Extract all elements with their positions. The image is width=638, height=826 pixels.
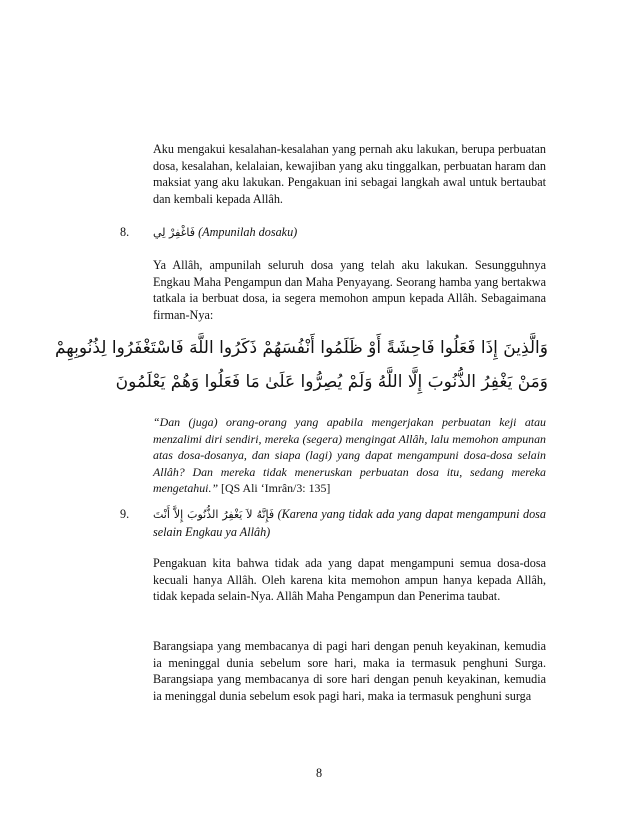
- quran-citation: [QS Ali ‘Imrân/3: 135]: [221, 481, 331, 496]
- page-number: 8: [315, 766, 323, 780]
- item-9-heading: [153, 506, 546, 540]
- item-9-arabic: فَإِنَّهُ لاَ يَغْفِرُ الذُّنُوبَ إِلاَّ أَنْتَ: [153, 508, 275, 521]
- quran-verse: [54, 331, 548, 399]
- item-9-number: 9.: [120, 507, 130, 521]
- paragraph-virtue: Barangsiapa yang membacanya di pagi hari dengan penuh keyakinan, kemudia ia meninggal dunia sebelum sore hari, maka ia termasuk penghuni Surga. Barangsiapa yang membacanya di sore hari dengan penuh keyakinan, kemudia ia meninggal dunia sebelum esok pagi hari, maka ia termasuk penghuni surga: [153, 639, 546, 703]
- paragraph-confession: Aku mengakui kesalahan-kesalahan yang pernah aku lakukan, berupa perbuatan dosa, kesalahan, kelalaian, kewajiban yang aku tinggalkan, perbuatan haram dan maksiat yang aku lakukan. Pengakuan ini sebagai langkah awal untuk bertaubat dan kembali kepada Allâh.: [153, 142, 546, 206]
- item-8-arabic: فَاغْفِرْ لِي: [153, 226, 196, 239]
- quran-verse-line-1: وَالَّذِينَ إِذَا فَعَلُوا فَاحِشَةً أَوْ ظَلَمُوا أَنْفُسَهُمْ ذَكَرُوا اللَّهَ فَاسْتَغْفَرُوا لِذُنُوبِهِمْ: [54, 338, 548, 358]
- item-8-heading: [153, 224, 546, 242]
- item-8-number: 8.: [120, 225, 130, 239]
- quran-translation: [153, 414, 546, 497]
- paragraph-forgiveness: Ya Allâh, ampunilah seluruh dosa yang telah aku lakukan. Sesungguhnya Engkau Maha Pengampun dan Maha Penyayang. Seorang hamba yang bertakwa tatkala ia berbuat dosa, ia segera memohon ampun kepada Allâh. Sebagaimana firman-Nya:: [153, 258, 546, 322]
- paragraph-acknowledgement: Pengakuan kita bahwa tidak ada yang dapat mengampuni semua dosa-dosa kecuali hanya Allâh. Oleh karena kita memohon ampun hanya kepada Allâh, tidak kepada selain-Nya. Allâh Maha Pengampun dan Penerima taubat.: [153, 556, 546, 604]
- quran-verse-line-2: وَمَنْ يَغْفِرُ الذُّنُوبَ إِلَّا اللَّهُ وَلَمْ يُصِرُّوا عَلَىٰ مَا فَعَلُوا وَهُمْ يَعْلَمُونَ: [115, 372, 548, 392]
- item-9-translation: (Karena yang tidak ada yang dapat mengampuni dosa selain Engkau ya Allâh): [153, 507, 546, 539]
- quran-translation-text: “Dan (juga) orang-orang yang apabila mengerjakan perbuatan keji atau menzalimi diri sendiri, mereka (segera) mengingat Allâh, lalu memohon ampunan atas dosa-dosanya, dan siapa (lagi) yang dapat mengampuni dosa-dosa selain Allâh? Dan mereka tidak meneruskan perbuatan dosa itu, sedang mereka mengetahui.”: [153, 415, 546, 496]
- item-8-translation: (Ampunilah dosaku): [198, 225, 298, 239]
